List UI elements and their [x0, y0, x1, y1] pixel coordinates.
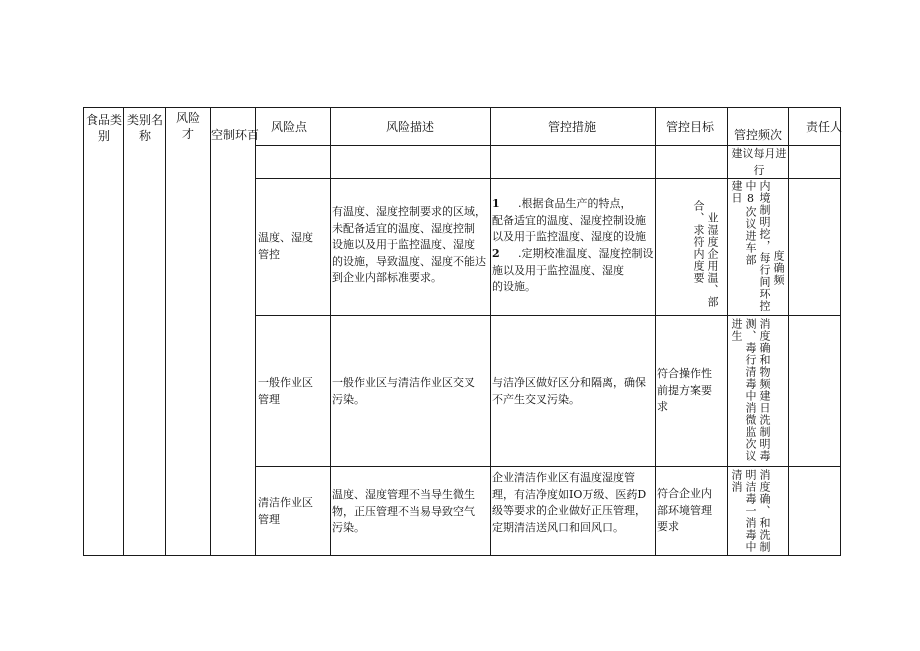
- row2-risk-point: 一般作业区 管理: [258, 376, 313, 406]
- row0-frequency: 建议每月进 行: [731, 147, 787, 177]
- row1-measure-2-line: .定期校准温度、湿度控制设: [518, 247, 654, 260]
- row1-goal-col-b: 业湿度企用温、部: [706, 212, 719, 308]
- header-category-name: 类别名 称: [127, 113, 164, 143]
- row2-measure: 与洁净区做好区分和隔离，确保 不产生交叉污染。: [492, 376, 646, 406]
- row1-measure-1: [492, 196, 646, 246]
- header-risk: 风险 才: [175, 111, 200, 141]
- header-food-category: 食品类 别: [86, 113, 123, 143]
- row2-risk-description: 一般作业区与清洁作业区交叉 污染。: [332, 376, 475, 406]
- row1-measure-1-line: .根据食品生产的特点，: [518, 197, 632, 210]
- col-line-3: [210, 107, 211, 556]
- row1-measure-1-line: 配备适宜的温度、湿度控制设施: [492, 213, 646, 227]
- col-line-1: [123, 107, 124, 556]
- row2-freq-col-b: 测、毒行清毒中消微监次议: [744, 318, 757, 462]
- row1-risk-description: 有温度、湿度控制要求的区域， 未配备适宜的温度、湿度控制 设施以及用于监控温度、湿度 的设施，导致温度、湿度不能达 到企业内部标准要求。: [332, 205, 486, 284]
- row3-freq-col-c: 消度确、和洗制: [758, 469, 771, 553]
- row3-goal: 符合企业内 部环境管理 要求: [657, 487, 712, 533]
- row1-measure-2-line: 的设施。: [492, 280, 536, 293]
- row2-freq-col-c: 消度确和物频建日洗制明毒: [758, 318, 771, 462]
- row1-measure-1-line: 以及用于监控温度、湿度的设施: [492, 230, 646, 243]
- col-line-10: [840, 107, 841, 556]
- row3-risk-description: 温度、湿度管理不当导生微生 物，正压管理不当易导致空气 污染。: [332, 488, 475, 534]
- row3-measure: 企业清洁作业区有温度湿度管 理，有洁净度如IO万级、医药D 级等要求的企业做好正压管理， 定期清洁送风口和回风口。: [492, 471, 647, 534]
- col-line-9: [788, 107, 789, 556]
- header-control-measures: 管控措施: [548, 120, 597, 134]
- row1-measure-2: [492, 246, 654, 296]
- row1-goal-col-a: 合、求符内度要: [692, 200, 705, 284]
- header-control-goal: 管控目标: [666, 120, 715, 134]
- row1-freq-col-b: 中8次议进车部: [744, 180, 757, 266]
- col-line-2: [165, 107, 166, 556]
- row-divider-3: [255, 466, 840, 467]
- header-risk-point: 风险点: [271, 120, 308, 134]
- col-line-5: [330, 107, 331, 556]
- row1-measure-2-number: 2: [492, 247, 500, 260]
- row-divider-2: [255, 315, 840, 316]
- row2-goal: 符合操作性 前提方案要 求: [657, 367, 712, 413]
- row1-measure-1-number: 1: [492, 197, 500, 210]
- row1-freq-col-c: 内境制明挖，每行间环控: [758, 180, 771, 312]
- col-line-8: [727, 107, 728, 556]
- row1-risk-point: 温度、湿度 管控: [258, 231, 313, 261]
- col-line-4: [255, 107, 256, 556]
- header-control-link: 空制环百: [211, 128, 260, 142]
- header-responsible: 责任人: [806, 120, 843, 134]
- row3-freq-col-b: 明洁毒一消毒中: [744, 469, 757, 553]
- col-line-7: [655, 107, 656, 556]
- col-line-0: [83, 107, 84, 556]
- header-control-frequency: 管控频次: [734, 128, 783, 142]
- row1-freq-col-d: 度确频: [772, 250, 785, 286]
- row3-freq-col-a: 清消: [730, 469, 743, 493]
- header-risk-description: 风险描述: [386, 120, 435, 134]
- row1-freq-col-a: 建日: [730, 180, 743, 204]
- row3-risk-point: 清洁作业区 管理: [258, 496, 313, 526]
- row2-freq-col-a: 进生: [730, 318, 743, 342]
- col-line-6: [490, 107, 491, 556]
- row1-measure-2-line: 施以及用于监控温度、湿度: [492, 263, 624, 277]
